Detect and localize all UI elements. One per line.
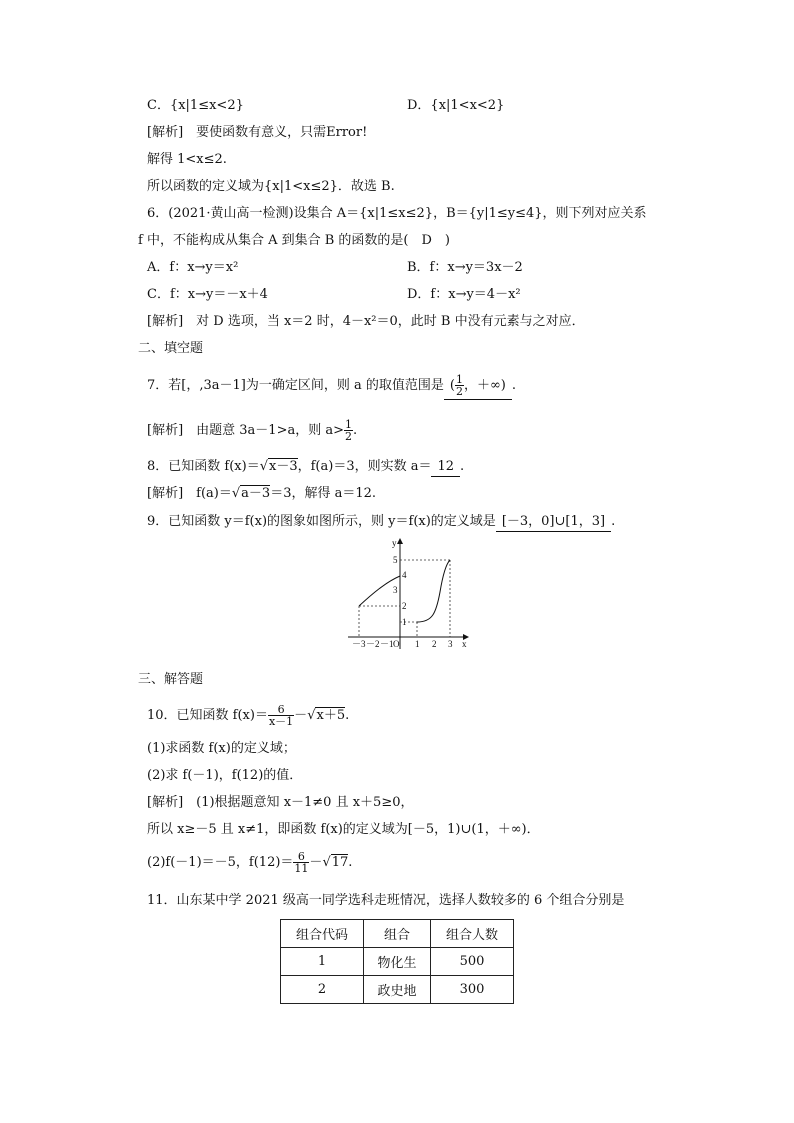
y-tick-label: 1 [402,617,407,627]
q8-stem-radicand: x－3 [269,459,298,474]
q7-stem [147,373,516,400]
q10-analysis-radicand: 17 [331,855,349,870]
section-answer: 三、解答题 [138,672,204,687]
q7-answer-blank: ( $\frac{1}{2}$ ，＋∞) [444,373,512,400]
q6-stem-1: 6．(2021·黄山高一检测)设集合 A＝{x|1≤x≤2}，B＝{y|1≤y≤4}，则下列对应关系 [147,206,647,221]
q9-answer-blank: [－3，0]∪[1，3] [496,513,611,532]
q10-analysis-minus: － [309,855,323,870]
y-tick-label: 4 [402,570,407,580]
x-tick-label: －2 [366,639,380,649]
q6-option-b: B．f：x→y＝3x－2 [407,260,523,275]
q7-answer-rest: ，＋∞ [463,378,501,393]
y-tick-label: 2 [402,601,407,611]
q6-option-d: D．f：x→y＝4－x² [407,287,521,302]
q7-analysis-denominator: 2 [345,430,352,443]
q6-analysis: [解析] 对 D 选项，当 x＝2 时，4－x²＝0，此时 B 中没有元素与之对应． [147,314,585,329]
q6-option-c: C．f：x→y＝－x＋4 [147,287,268,302]
y-tick-label: 3 [393,585,398,595]
q5-option-d: D．{x|1<x<2} [407,98,505,113]
table-cell: 1 [281,948,364,976]
q10-stem-numerator: 6 [268,704,294,716]
q7-analysis-numerator: 1 [345,418,352,431]
q10-stem-period: . [345,708,350,723]
q10-analysis-3: (2)f(－1)＝－5，f(12)＝ $\frac{6}{11}$ －√17. [147,850,353,875]
q7-analysis [147,418,357,444]
curve-right [417,560,450,622]
q5-analysis-2: 解得 1<x≤2. [147,152,227,167]
q10-stem-radicand: x＋5 [316,708,346,723]
q8-analysis: [解析] f(a)＝√a－3＝3，解得 a＝12. [147,486,377,501]
q10-analysis-period: . [348,855,353,870]
q10-stem-denominator: x－1 [268,715,294,728]
q10-part2: (2)求 f(－1)，f(12)的值． [147,768,303,783]
q8-stem: 8．已知函数 f(x)＝√x－3，f(a)＝3，则实数 a＝ 12 . [147,458,464,477]
q9-stem: 9．已知函数 y＝f(x)的图象如图所示，则 y＝f(x)的定义域是 [－3，0]∪[1，3] . [147,513,615,532]
q7-answer-numerator: 1 [455,373,463,386]
table-row [281,948,514,976]
x-tick-label: 1 [415,639,420,649]
q8-stem-text: 8．已知函数 f(x)＝ [147,459,260,474]
q7-answer-fraction [455,374,464,397]
function-graph [340,534,480,654]
q10-analysis-1: [解析] (1)根据题意知 x－1≠0 且 x＋5≥0， [147,795,414,810]
q8-stem-mid: ，f(a)＝3，则实数 a＝ [297,459,432,474]
table-row [281,976,514,1004]
table-cell: 500 [431,948,514,976]
table-header-row [281,920,514,948]
x-tick-label: －3 [352,639,366,649]
axis-x-label: x [462,639,467,649]
q7-analysis-period: . [353,423,358,438]
q10-analysis-numerator: 6 [293,851,309,863]
q7-stem-text: 7．若[，,3a－1]为一确定区间，则 a 的取值范围是 [147,378,444,393]
x-tick-label: 3 [448,639,453,649]
q6-stem-2: f 中，不能构成从集合 A 到集合 B 的函数的是( D ) [138,233,450,248]
combination-table [280,919,514,1004]
q10-stem: 10．已知函数 f(x)＝ $\frac{6}{x-1}$ －√x＋5. [147,703,350,728]
table-cell: 2 [281,976,364,1004]
q10-analysis-fraction [293,851,309,874]
table-header-cell: 组合人数 [431,920,514,948]
q5-analysis-3: 所以函数的定义域为{x|1<x≤2}．故选 B. [147,179,395,194]
q6-option-a: A．f：x→y＝x² [147,260,239,275]
q8-answer-blank: 12 [431,458,460,477]
q5-analysis-1: [解析] 要使函数有意义，只需Error! [147,125,368,140]
table-cell: 政史地 [364,976,431,1004]
table-cell: 300 [431,976,514,1004]
q10-part1: (1)求函数 f(x)的定义域； [147,741,296,756]
y-tick-label: 5 [393,555,398,565]
q7-analysis-text: [解析] 由题意 3a－1>a，则 a> [147,423,344,438]
table-header-cell: 组合代码 [281,920,364,948]
q11-stem: 11．山东某中学 2021 级高一同学选科走班情况，选择人数较多的 6 个组合分别是 [147,893,625,908]
x-tick-label: －1 [380,639,394,649]
axis-y-label: y [392,538,397,548]
q10-analysis-2: 所以 x≥－5 且 x≠1，即函数 f(x)的定义域为[－5，1)∪(1，＋∞)． [147,822,540,837]
q7-analysis-fraction [344,419,353,442]
q10-stem-minus: － [294,708,308,723]
q8-analysis-post: ＝3，解得 a＝12. [270,486,377,501]
q10-analysis-denominator: 11 [294,862,309,875]
q8-analysis-text: [解析] f(a)＝ [147,486,232,501]
origin-label: O [393,639,400,649]
q5-option-c: C．{x|1≤x<2} [147,98,244,113]
x-tick-label: 2 [432,639,437,649]
table-cell: 物化生 [364,948,431,976]
q7-answer-denominator: 2 [455,385,463,398]
q10-analysis-3-text: (2)f(－1)＝－5，f(12)＝ [147,855,294,870]
q7-period: . [511,378,516,393]
q9-stem-text: 9．已知函数 y＝f(x)的图象如图所示，则 y＝f(x)的定义域是 [147,514,496,529]
q8-analysis-radicand: a－3 [241,486,271,501]
q10-stem-text: 10．已知函数 f(x)＝ [147,708,268,723]
table-header-cell: 组合 [364,920,431,948]
section-fill-blank: 二、填空题 [138,341,204,356]
q10-stem-fraction [268,704,294,727]
